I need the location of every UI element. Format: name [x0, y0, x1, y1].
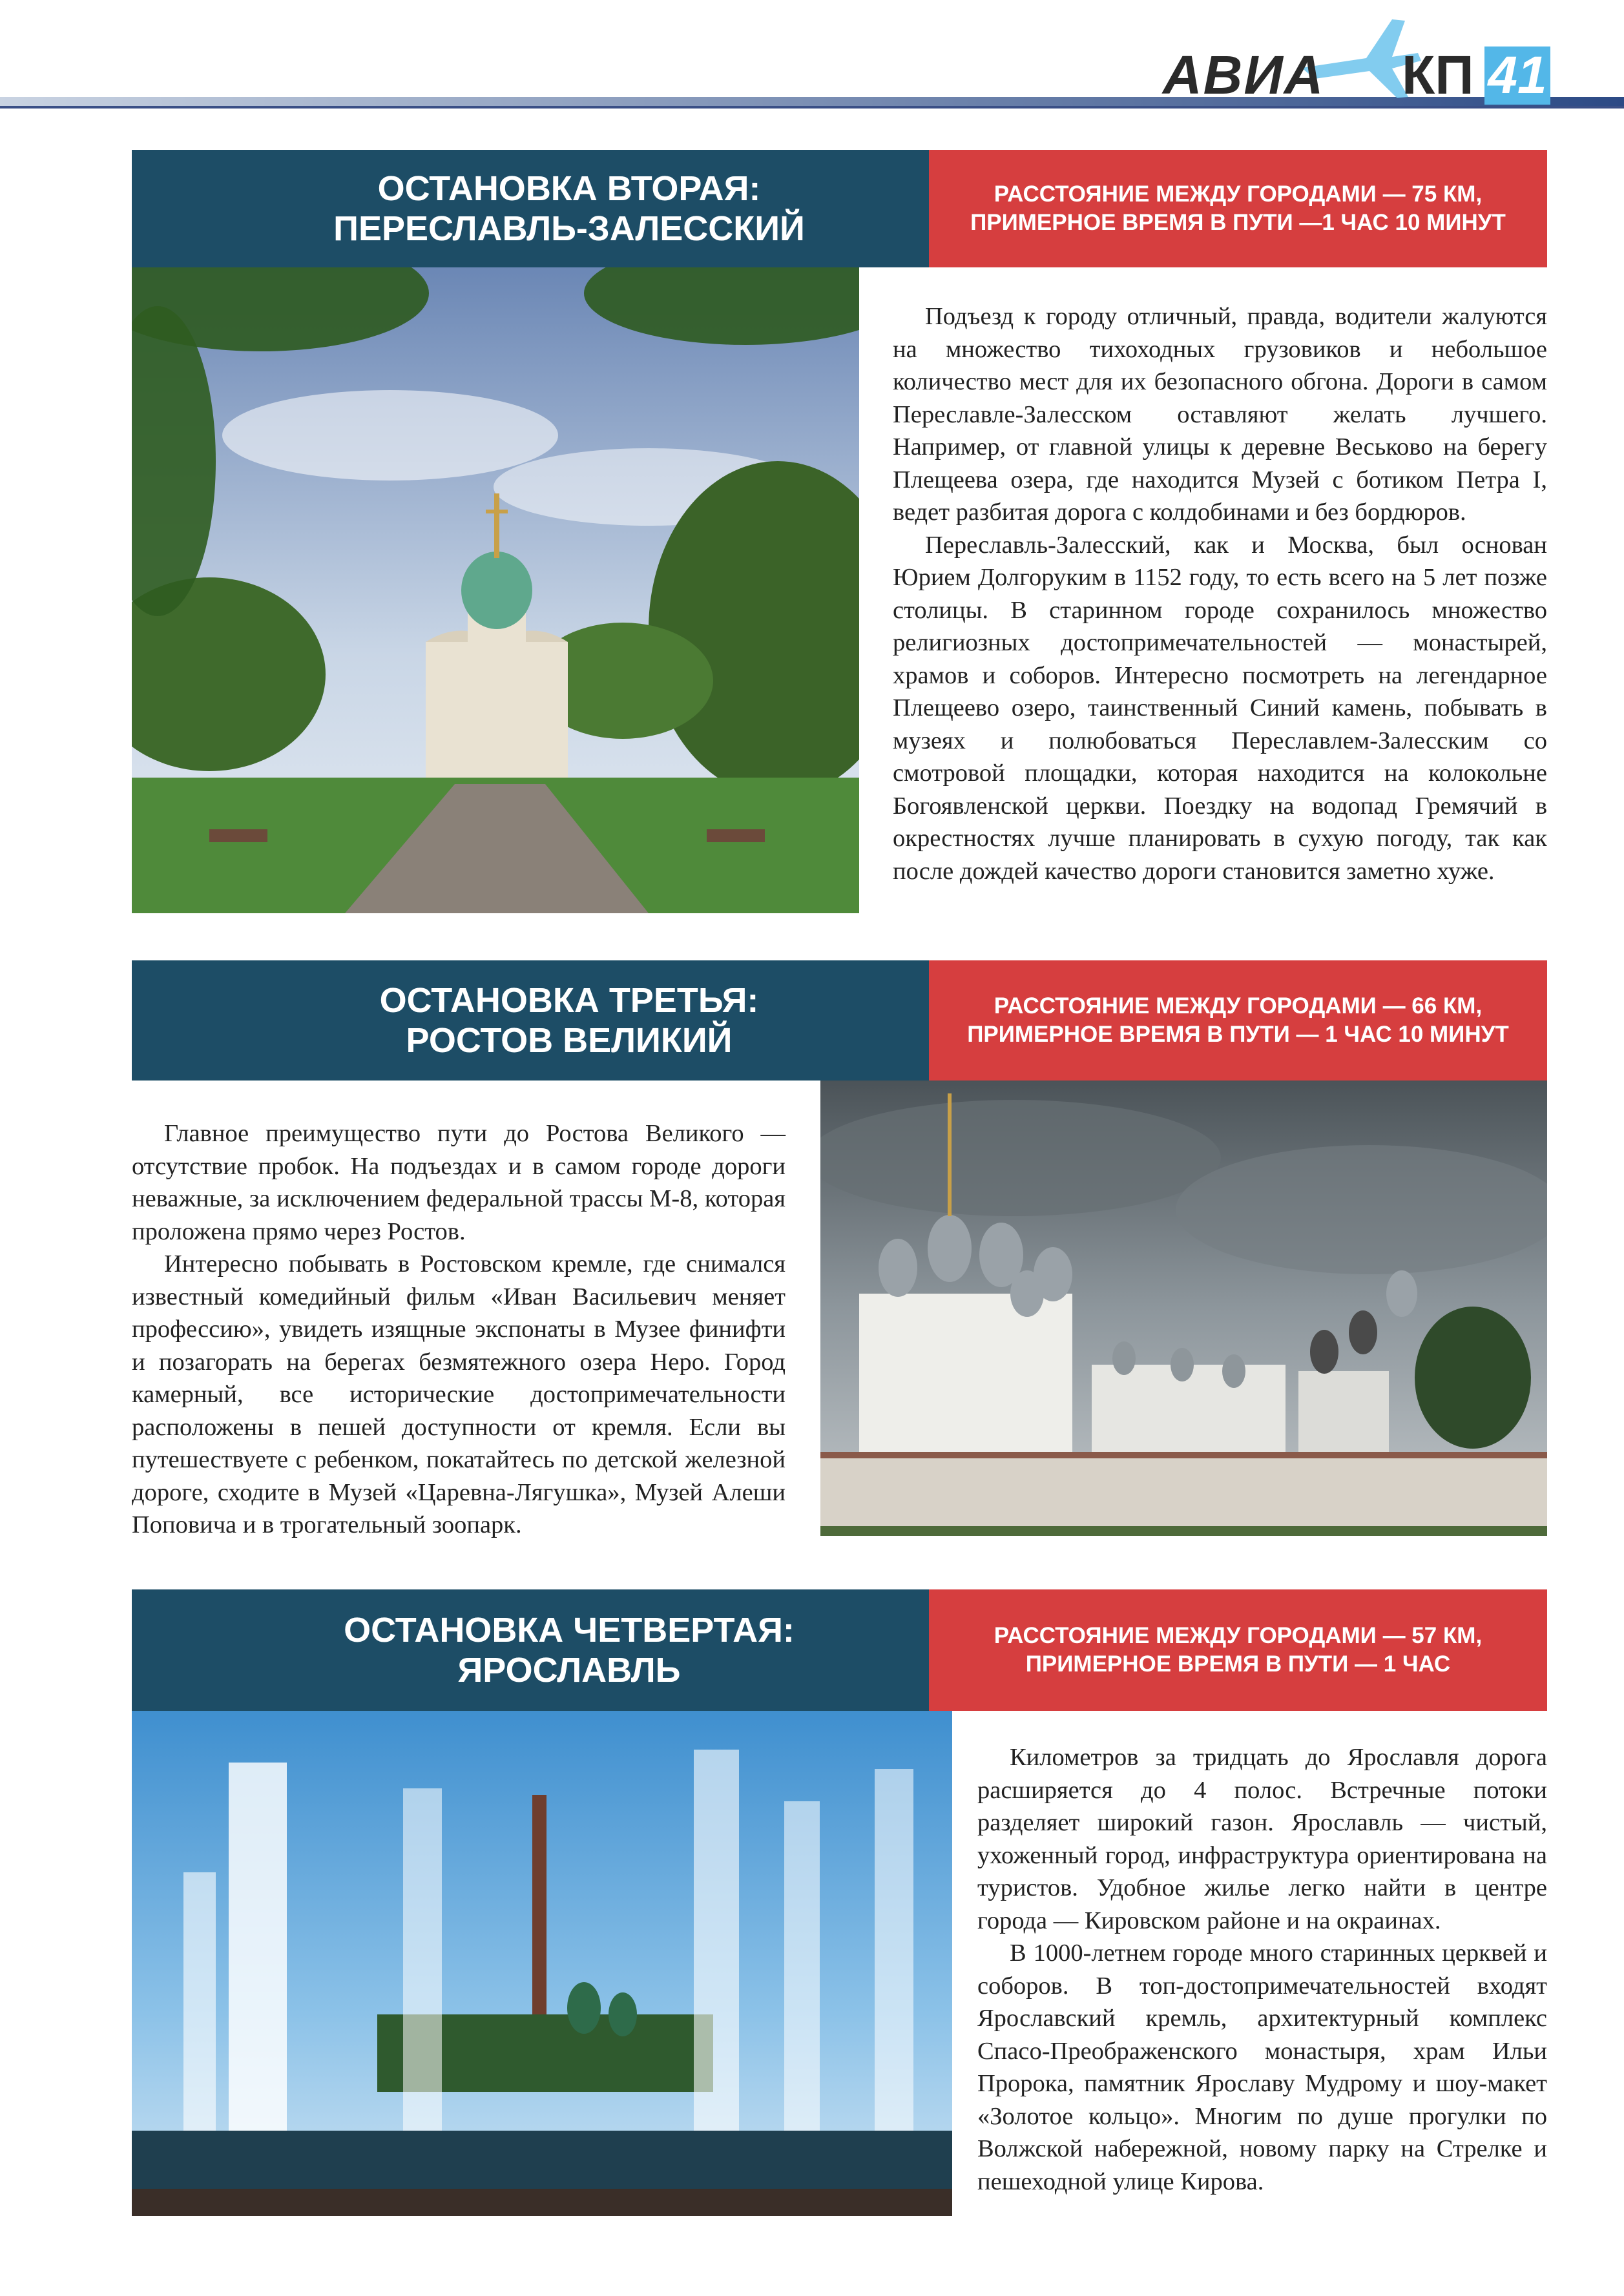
photo-rostov-kremlin — [820, 1081, 1547, 1536]
section-title-bar — [132, 150, 929, 267]
section-title-bar — [132, 1589, 929, 1711]
section-info-line2: ПРИМЕРНОЕ ВРЕМЯ В ПУТИ — 1 ЧАС 10 МИНУТ — [967, 1022, 1509, 1047]
section-info-line1: РАССТОЯНИЕ МЕЖДУ ГОРОДАМИ — 66 КМ, — [994, 993, 1483, 1019]
section-info-line2: ПРИМЕРНОЕ ВРЕМЯ В ПУТИ —1 ЧАС 10 МИНУТ — [970, 210, 1506, 235]
section-info-bar — [929, 150, 1547, 267]
section-info-line1: РАССТОЯНИЕ МЕЖДУ ГОРОДАМИ — 75 КМ, — [994, 181, 1483, 207]
section-body — [132, 1117, 786, 1542]
section-body — [977, 1741, 1547, 2198]
page-number: 41 — [1484, 47, 1550, 105]
section-body — [893, 300, 1547, 887]
section-title-line2: ЯРОСЛАВЛЬ — [457, 1651, 681, 1690]
logo-avia: АВИА — [1163, 45, 1325, 105]
section-title-line1: ОСТАНОВКА ВТОРАЯ: — [377, 169, 761, 208]
section-info-line1: РАССТОЯНИЕ МЕЖДУ ГОРОДАМИ — 57 КМ, — [994, 1623, 1483, 1648]
paragraph: Километров за тридцать до Ярославля дорога расширяется до 4 полос. Встречные потоки разделяет широкий газон. Ярославль — чистый, ухоженный город, инфраструктура ориентирована на туристов. Удобное жилье легко найти в центре города — Кировском районе и на окраинах. — [977, 1744, 1547, 1934]
paragraph: Подъезд к городу отличный, правда, водители жалуются на множество тихоходных грузовиков и небольшое количество мест для их безопасного обгона. Дороги в самом Переславле-Залесском оставляют желать лучшего. Например, от главной улицы к деревне Веськово на берегу Плещеева озера, где находится Музей с ботиком Петра I, ведет разбитая дорога с колдобинами и без бордюров. — [893, 303, 1547, 526]
section-info-bar — [929, 1589, 1547, 1711]
section-info-bar — [929, 960, 1547, 1081]
paragraph: Интересно побывать в Ростовском кремле, где снимался известный комедийный фильм «Иван Васильевич меняет профессию», увидеть изящные экспонаты в Музее финифти и позагорать на берегах безмятежного озера Неро. Город камерный, все исторические достопримечательности расположены в пешей доступности от кремля. Если вы путешествуете с ребенком, покатайтесь по детской железной дороге, сходите в Музей «Царевна-Лягушка», Музей Алеши Поповича и в трогательный зоопарк. — [132, 1250, 786, 1538]
section-title-line2: РОСТОВ ВЕЛИКИЙ — [406, 1021, 733, 1060]
paragraph: В 1000-летнем городе много старинных церквей и соборов. В топ-достопримечательностей входят Ярославский кремль, архитектурный комплекс Спасо-Преображенского монастыря, храм Ильи Пророка, памятник Ярославу Мудрому и шоу-макет «Золотое кольцо». Многим по душе прогулки по Волжской набережной, новому парку на Стрелке и пешеходной улице Кирова. — [977, 1939, 1547, 2195]
photo-yaroslavl-fountains — [132, 1711, 952, 2216]
logo-kp: КП — [1402, 45, 1474, 105]
paragraph: Переславль-Залесский, как и Москва, был основан Юрием Долгоруким в 1152 году, то есть всего на 5 лет позже столицы. В старинном городе сохранилось множество религиозных достопримечательностей — монастырей, храмов и соборов. Интересно посмотреть на легендарное Плещеево озеро, таинственный Синий камень, побывать в музеях и полюбоваться Переславлем-Залесским со смотровой площадки, которая находится на колокольне Богоявленской церкви. Поездку на водопад Гремячий в окрестностях лучше планировать в сухую погоду, так как после дождей качество дороги становится заметно хуже. — [893, 531, 1547, 885]
section-info-line2: ПРИМЕРНОЕ ВРЕМЯ В ПУТИ — 1 ЧАС — [1025, 1651, 1451, 1677]
section-title-line2: ПЕРЕСЛАВЛЬ-ЗАЛЕССКИЙ — [333, 209, 805, 248]
photo-pereslavl-cathedral — [132, 267, 859, 913]
section-title-line1: ОСТАНОВКА ТРЕТЬЯ: — [379, 981, 759, 1020]
section-title-line1: ОСТАНОВКА ЧЕТВЕРТАЯ: — [344, 1611, 795, 1650]
paragraph: Главное преимущество пути до Ростова Великого — отсутствие пробок. На подъездах и в самом городе дороги неважные, за исключением федеральной трассы М-8, которая проложена прямо через Ростов. — [132, 1120, 786, 1245]
section-title-bar — [132, 960, 929, 1081]
